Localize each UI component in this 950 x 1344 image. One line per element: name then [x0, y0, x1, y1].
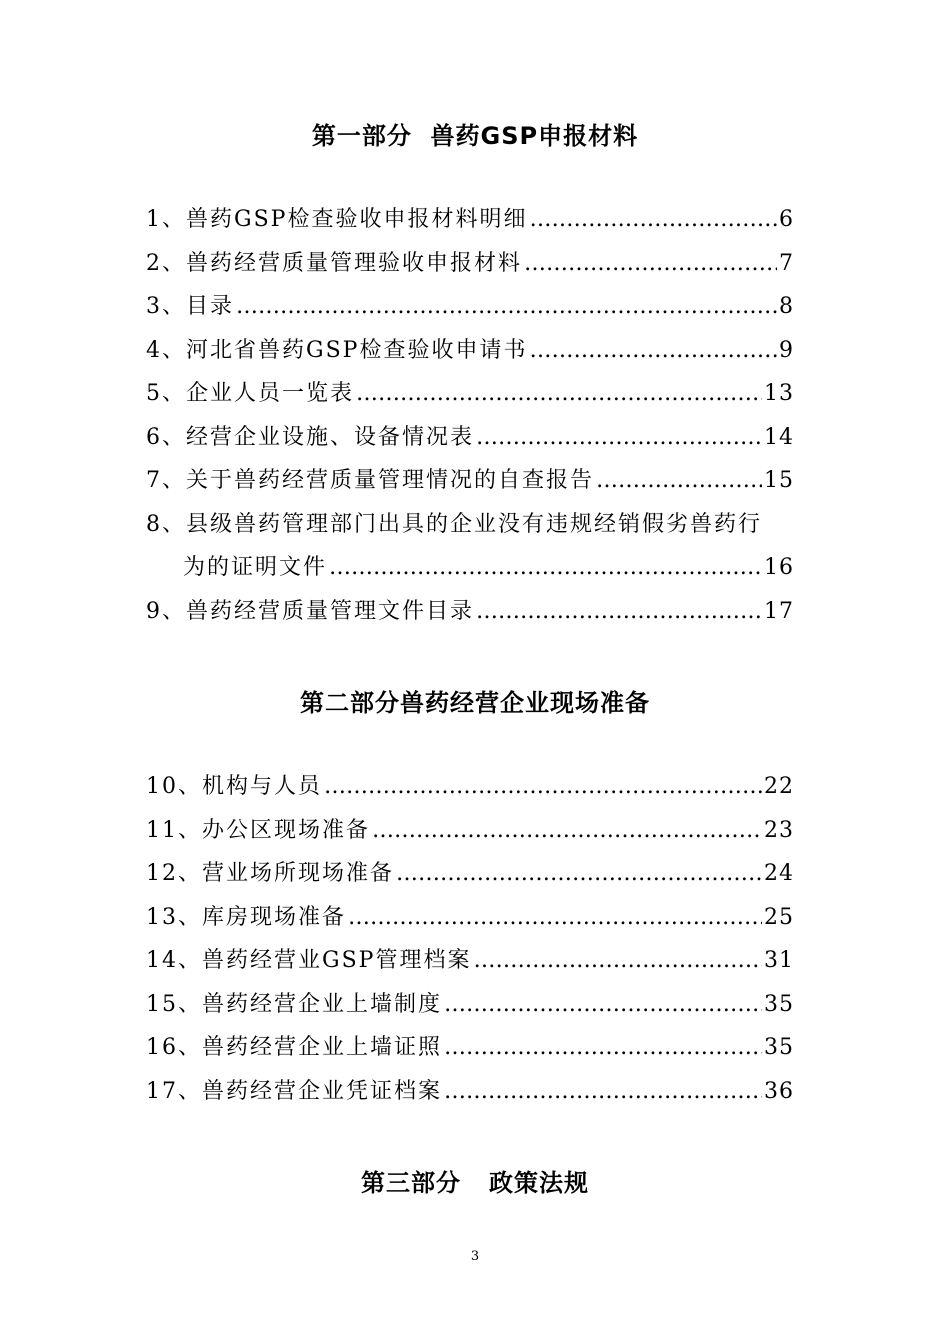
toc-entry-text: 6、经营企业设施、设备情况表 — [146, 425, 474, 450]
toc-entry-text: 15、兽药经营企业上墙制度 — [146, 992, 442, 1017]
toc-entry-page: 14 — [764, 425, 794, 450]
toc-entry-text: 17、兽药经营企业凭证档案 — [146, 1079, 442, 1104]
toc-entry — [146, 420, 794, 454]
toc-leader-dots — [236, 294, 777, 319]
toc-leader-dots — [473, 948, 762, 973]
part2-title: 第二部分兽药经营企业现场准备 — [300, 689, 650, 717]
toc-entry-page: 35 — [764, 992, 794, 1017]
toc-entry — [146, 594, 794, 628]
toc-entry-page: 35 — [764, 1035, 794, 1060]
toc-entry — [146, 333, 794, 367]
toc-leader-dots — [596, 468, 762, 493]
toc-entry-page: 8 — [779, 294, 794, 319]
toc-entry-page: 13 — [764, 381, 794, 406]
toc-entry-text: 13、库房现场准备 — [146, 905, 346, 930]
toc-leader-dots — [476, 425, 762, 450]
toc-leader-dots — [372, 818, 762, 843]
toc-entry — [146, 376, 794, 410]
toc-leader-dots — [444, 1035, 762, 1060]
toc-entry — [146, 769, 794, 803]
toc-entry-text: 4、河北省兽药GSP检查验收申请书 — [146, 338, 528, 363]
toc-entry — [146, 507, 806, 541]
toc-entry-text: 9、兽药经营质量管理文件目录 — [146, 599, 474, 624]
toc-entry — [146, 943, 794, 977]
toc-entry-text: 1、兽药GSP检查验收申报材料明细 — [146, 207, 528, 232]
toc-entry — [146, 900, 794, 934]
toc-entry-text: 为的证明文件 — [183, 555, 328, 580]
toc-leader-dots — [444, 1079, 762, 1104]
toc-entry-page: 15 — [764, 468, 794, 493]
toc-entry — [146, 1030, 794, 1064]
toc-entry-text: 5、企业人员一览表 — [146, 381, 354, 406]
toc-entry-text: 8、县级兽药管理部门出具的企业没有违规经销假劣兽药行 — [146, 512, 762, 537]
toc-entry-text: 12、营业场所现场准备 — [146, 861, 394, 886]
toc-entry — [146, 246, 794, 280]
part3-title: 第三部分 政策法规 — [360, 1169, 590, 1197]
toc-entry — [146, 813, 794, 847]
toc-entry-text: 11、办公区现场准备 — [146, 818, 370, 843]
toc-entry — [146, 1074, 794, 1108]
toc-leader-dots — [329, 555, 762, 580]
toc-leader-dots — [476, 599, 762, 624]
toc-entry-page: 25 — [764, 905, 794, 930]
toc-leader-dots — [524, 251, 777, 276]
toc-entry-page: 17 — [764, 599, 794, 624]
toc-entry-page: 9 — [779, 338, 794, 363]
toc-entry — [146, 463, 794, 497]
toc-leader-dots — [529, 338, 777, 363]
toc-leader-dots — [396, 861, 762, 886]
toc-leader-dots — [324, 774, 762, 799]
toc-entry — [146, 987, 794, 1021]
toc-entry-page: 36 — [764, 1079, 794, 1104]
toc-entry-text: 3、目录 — [146, 294, 234, 319]
toc-leader-dots — [348, 905, 762, 930]
toc-leader-dots — [444, 992, 762, 1017]
toc-entry-page: 16 — [764, 555, 794, 580]
toc-entry-page: 23 — [764, 818, 794, 843]
toc-entry-page: 24 — [764, 861, 794, 886]
toc-entry — [146, 856, 794, 890]
toc-entry-page: 22 — [764, 774, 794, 799]
toc-leader-dots — [529, 207, 777, 232]
toc-entry-continuation — [183, 550, 794, 584]
toc-leader-dots — [356, 381, 762, 406]
toc-entry-text: 16、兽药经营企业上墙证照 — [146, 1035, 442, 1060]
toc-entry-page: 6 — [779, 207, 794, 232]
toc-entry-page: 7 — [779, 251, 794, 276]
toc-entry-text: 7、关于兽药经营质量管理情况的自查报告 — [146, 468, 594, 493]
toc-entry-text: 10、机构与人员 — [146, 774, 322, 799]
page-number: 3 — [470, 1249, 480, 1264]
toc-entry-text: 14、兽药经营业GSP管理档案 — [146, 948, 472, 973]
toc-entry-page: 31 — [764, 948, 794, 973]
toc-entry-text: 2、兽药经营质量管理验收申报材料 — [146, 251, 522, 276]
part1-title: 第一部分 兽药GSP申报材料 — [311, 122, 639, 150]
toc-entry — [146, 202, 794, 236]
toc-entry — [146, 289, 794, 323]
